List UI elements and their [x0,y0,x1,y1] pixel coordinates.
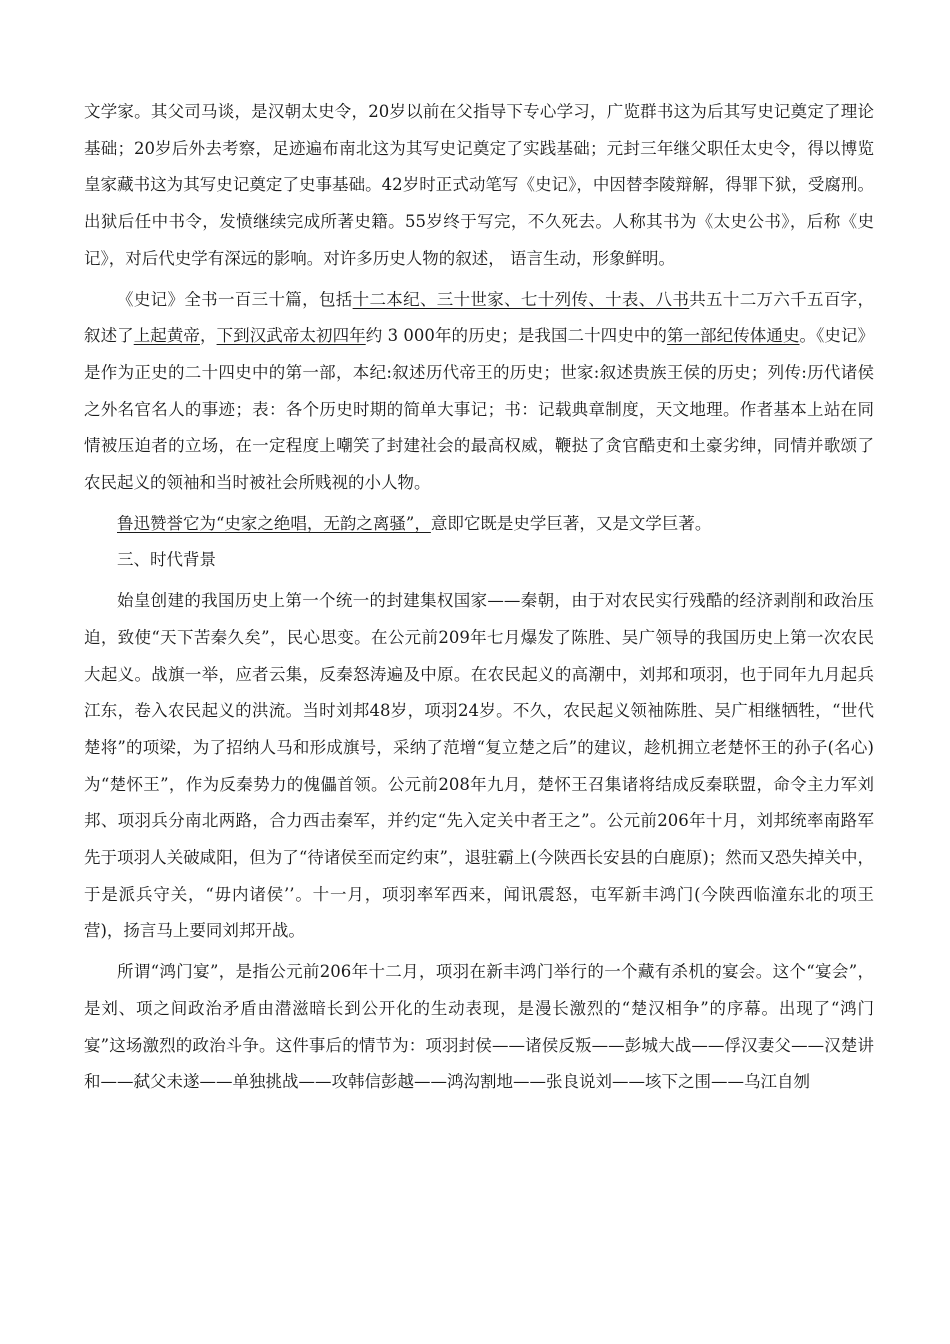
paragraph-sima-qian-bio [84,94,874,278]
text-segment: 意即它既是史学巨著，又是文学巨著。 [430,513,712,533]
text-segment: 共五十二万六千五百字，叙述了 [84,289,875,346]
heading-text: 三、时代背景 [117,550,216,570]
paragraph-historical-background [84,583,874,950]
text-segment: 约 3 000年的历史；是我国二十四史中的 [365,326,667,346]
paragraph-hongmen-banquet [84,954,874,1101]
paragraph-shiji-overview [84,282,874,502]
text-segment: 始皇创建的我国历史上第一个统一的封建集权国家——秦朝，由于对农民实行残酷的经济剥削和政治压迫，致使“天下苦秦久矣”，民心思变。在公元前209年七月爆发了陈胜、吴广领导的我国历史上第一次农民大起义。战旗一举，应者云集，反秦怒涛遍及中原。在农民起义的高潮中，刘邦和项羽，也于同年九月起兵江东，卷入农民起义的洪流。当时刘邦48岁，项羽24岁。不久，农民起义领袖陈胜、吴广相继牺牲，“世代楚将”的项梁，为了招纳人马和形成旗号，采纳了范增“复立楚之后”的建议，趁机拥立老楚怀王的孙子(名心)为“楚怀王”，作为反秦势力的傀儡首领。公元前208年九月，楚怀王召集诸将结成反秦联盟，命令主力军刘邦、项羽兵分南北两路，合力西击秦军，并约定“先入定关中者王之”。公元前206年十月，刘邦统率南路军先于项羽人关破咸阳，但为了“待诸侯至而定约束”，退驻霸上(今陕西长安县的白鹿原)；然而又恐失掉关中，于是派兵守关，“毋内诸侯’’。十一月，项羽率军西来，闻讯震怒，屯军新丰鸿门(今陕西临潼东北的项王营)，扬言马上要同刘邦开战。 [84,591,874,941]
underlined-text-end: 下到汉武帝太初四年 [216,326,366,346]
underlined-text-quote: 鲁迅赞誉它为“史家之绝唱，无韵之离骚”， [117,513,431,533]
underlined-text-first-history: 第一部纪传体通史 [666,326,800,346]
text-segment: ， [200,326,217,346]
text-segment: 《史记》全书一百三十篇，包括 [117,289,353,309]
section-heading-background [84,542,874,579]
underlined-text-structure: 十二本纪、三十世家、七十列传、十表、八书 [352,289,690,309]
text-segment: 。《史记》是作为正史的二十四史中的第一部，本纪:叙述历代帝王的历史；世家:叙述贵族王侯的历史；列传:历代诸侯之外名官名人的事迹；表：各个历史时期的简单大事记；书：记载典章制度，天文地理。作者基本上站在同情被压迫者的立场，在一定程度上嘲笑了封建社会的最高权威，鞭挞了贪官酷吏和土豪劣绅，同情并歌颂了农民起义的领袖和当时被社会所贱视的小人物。 [84,326,875,493]
text-segment: 所谓“鸿门宴”，是指公元前206年十二月，项羽在新丰鸿门举行的一个藏有杀机的宴会。这个“宴会”，是刘、项之间政治矛盾由潜滋暗长到公开化的生动表现，是漫长激烈的“楚汉相争”的序幕。出现了“鸿门宴”这场激烈的政治斗争。这件事后的情节为：项羽封侯——诸侯反叛——彭城大战——俘汉妻父——汉楚讲和——弑父未遂——单独挑战——攻韩信彭越——鸿沟割地——张良说刘——垓下之围——乌江自刎 [84,962,874,1092]
text-segment: 文学家。其父司马谈，是汉朝太史令，20岁以前在父指导下专心学习，广览群书这为后其写史记奠定了理论基础；20岁后外去考察，足迹遍布南北这为其写史记奠定了实践基础；元封三年继父职任太史令，得以博览皇家藏书这为其写史记奠定了史事基础。42岁时正式动笔写《史记》，中因替李陵辩解，得罪下狱，受腐刑。出狱后任中书令，发愤继续完成所著史籍。55岁终于写完，不久死去。人称其书为《太史公书》，后称《史记》，对后代史学有深远的影响。对许多历史人物的叙述， 语言生动，形象鲜明。 [84,102,874,268]
paragraph-lu-xun-praise [84,506,874,543]
underlined-text-start: 上起黄帝 [133,326,200,346]
document-page [84,94,874,1101]
